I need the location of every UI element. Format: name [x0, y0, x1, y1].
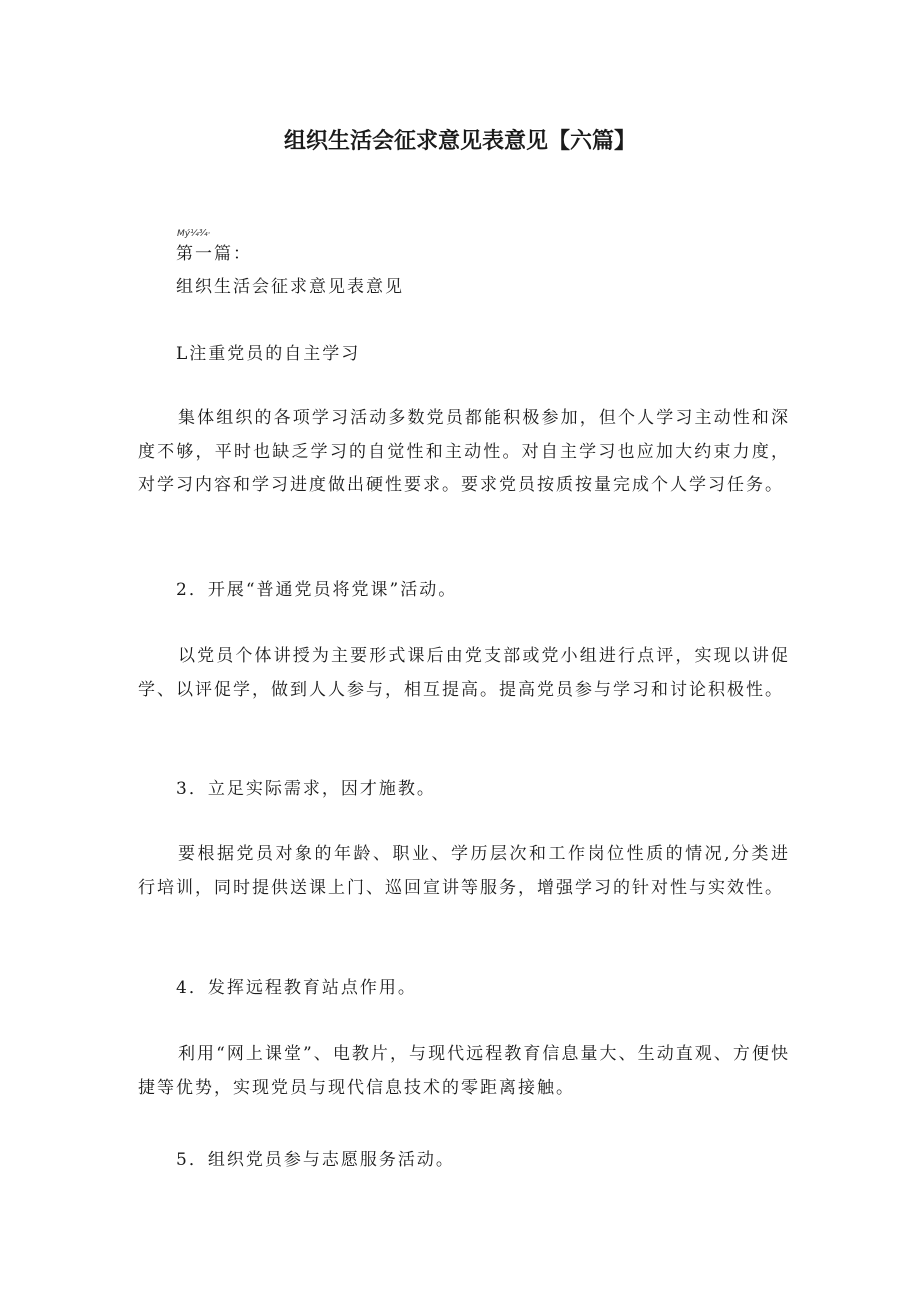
section-body-1: 集体组织的各项学习活动多数党员都能积极参加，但个人学习主动性和深度不够，平时也缺乏学习的自觉性和主动性。对自主学习也应加大约束力度，对学习内容和学习进度做出硬性要求。要求党员按质按量完成个人学习任务。: [138, 408, 790, 495]
part-subtitle: 组织生活会征求意见表意见: [176, 277, 404, 297]
section-heading-3: 3．立足实际需求，因才施教。: [176, 779, 436, 799]
section-heading-2: 2．开展“普通党员将党课”活动。: [176, 580, 458, 600]
section-body-4: 利用“网上课堂”、电教片，与现代远程教育信息量大、生动直观、方便快捷等优势，实现党员与现代信息技术的零距离接触。: [138, 1044, 790, 1098]
section-heading-4: 4．发挥远程教育站点作用。: [176, 978, 417, 998]
section-body-3: 要根据党员对象的年龄、职业、学历层次和工作岗位性质的情况,分类进行培训，同时提供送课上门、巡回宣讲等服务，增强学习的针对性与实效性。: [138, 844, 790, 898]
part-label: 第一篇：: [176, 244, 252, 264]
document-title: 组织生活会征求意见表意见【六篇】: [283, 129, 636, 154]
section-heading-5: 5．组织党员参与志愿服务活动。: [176, 1150, 455, 1170]
section-heading-1: L注重党员的自主学习: [176, 344, 361, 364]
scan-mark: Mý¼¾·: [177, 229, 211, 239]
section-body-2: 以党员个体讲授为主要形式课后由党支部或党小组进行点评，实现以讲促学、以评促学，做到人人参与，相互提高。提高党员参与学习和讨论积极性。: [138, 646, 790, 700]
